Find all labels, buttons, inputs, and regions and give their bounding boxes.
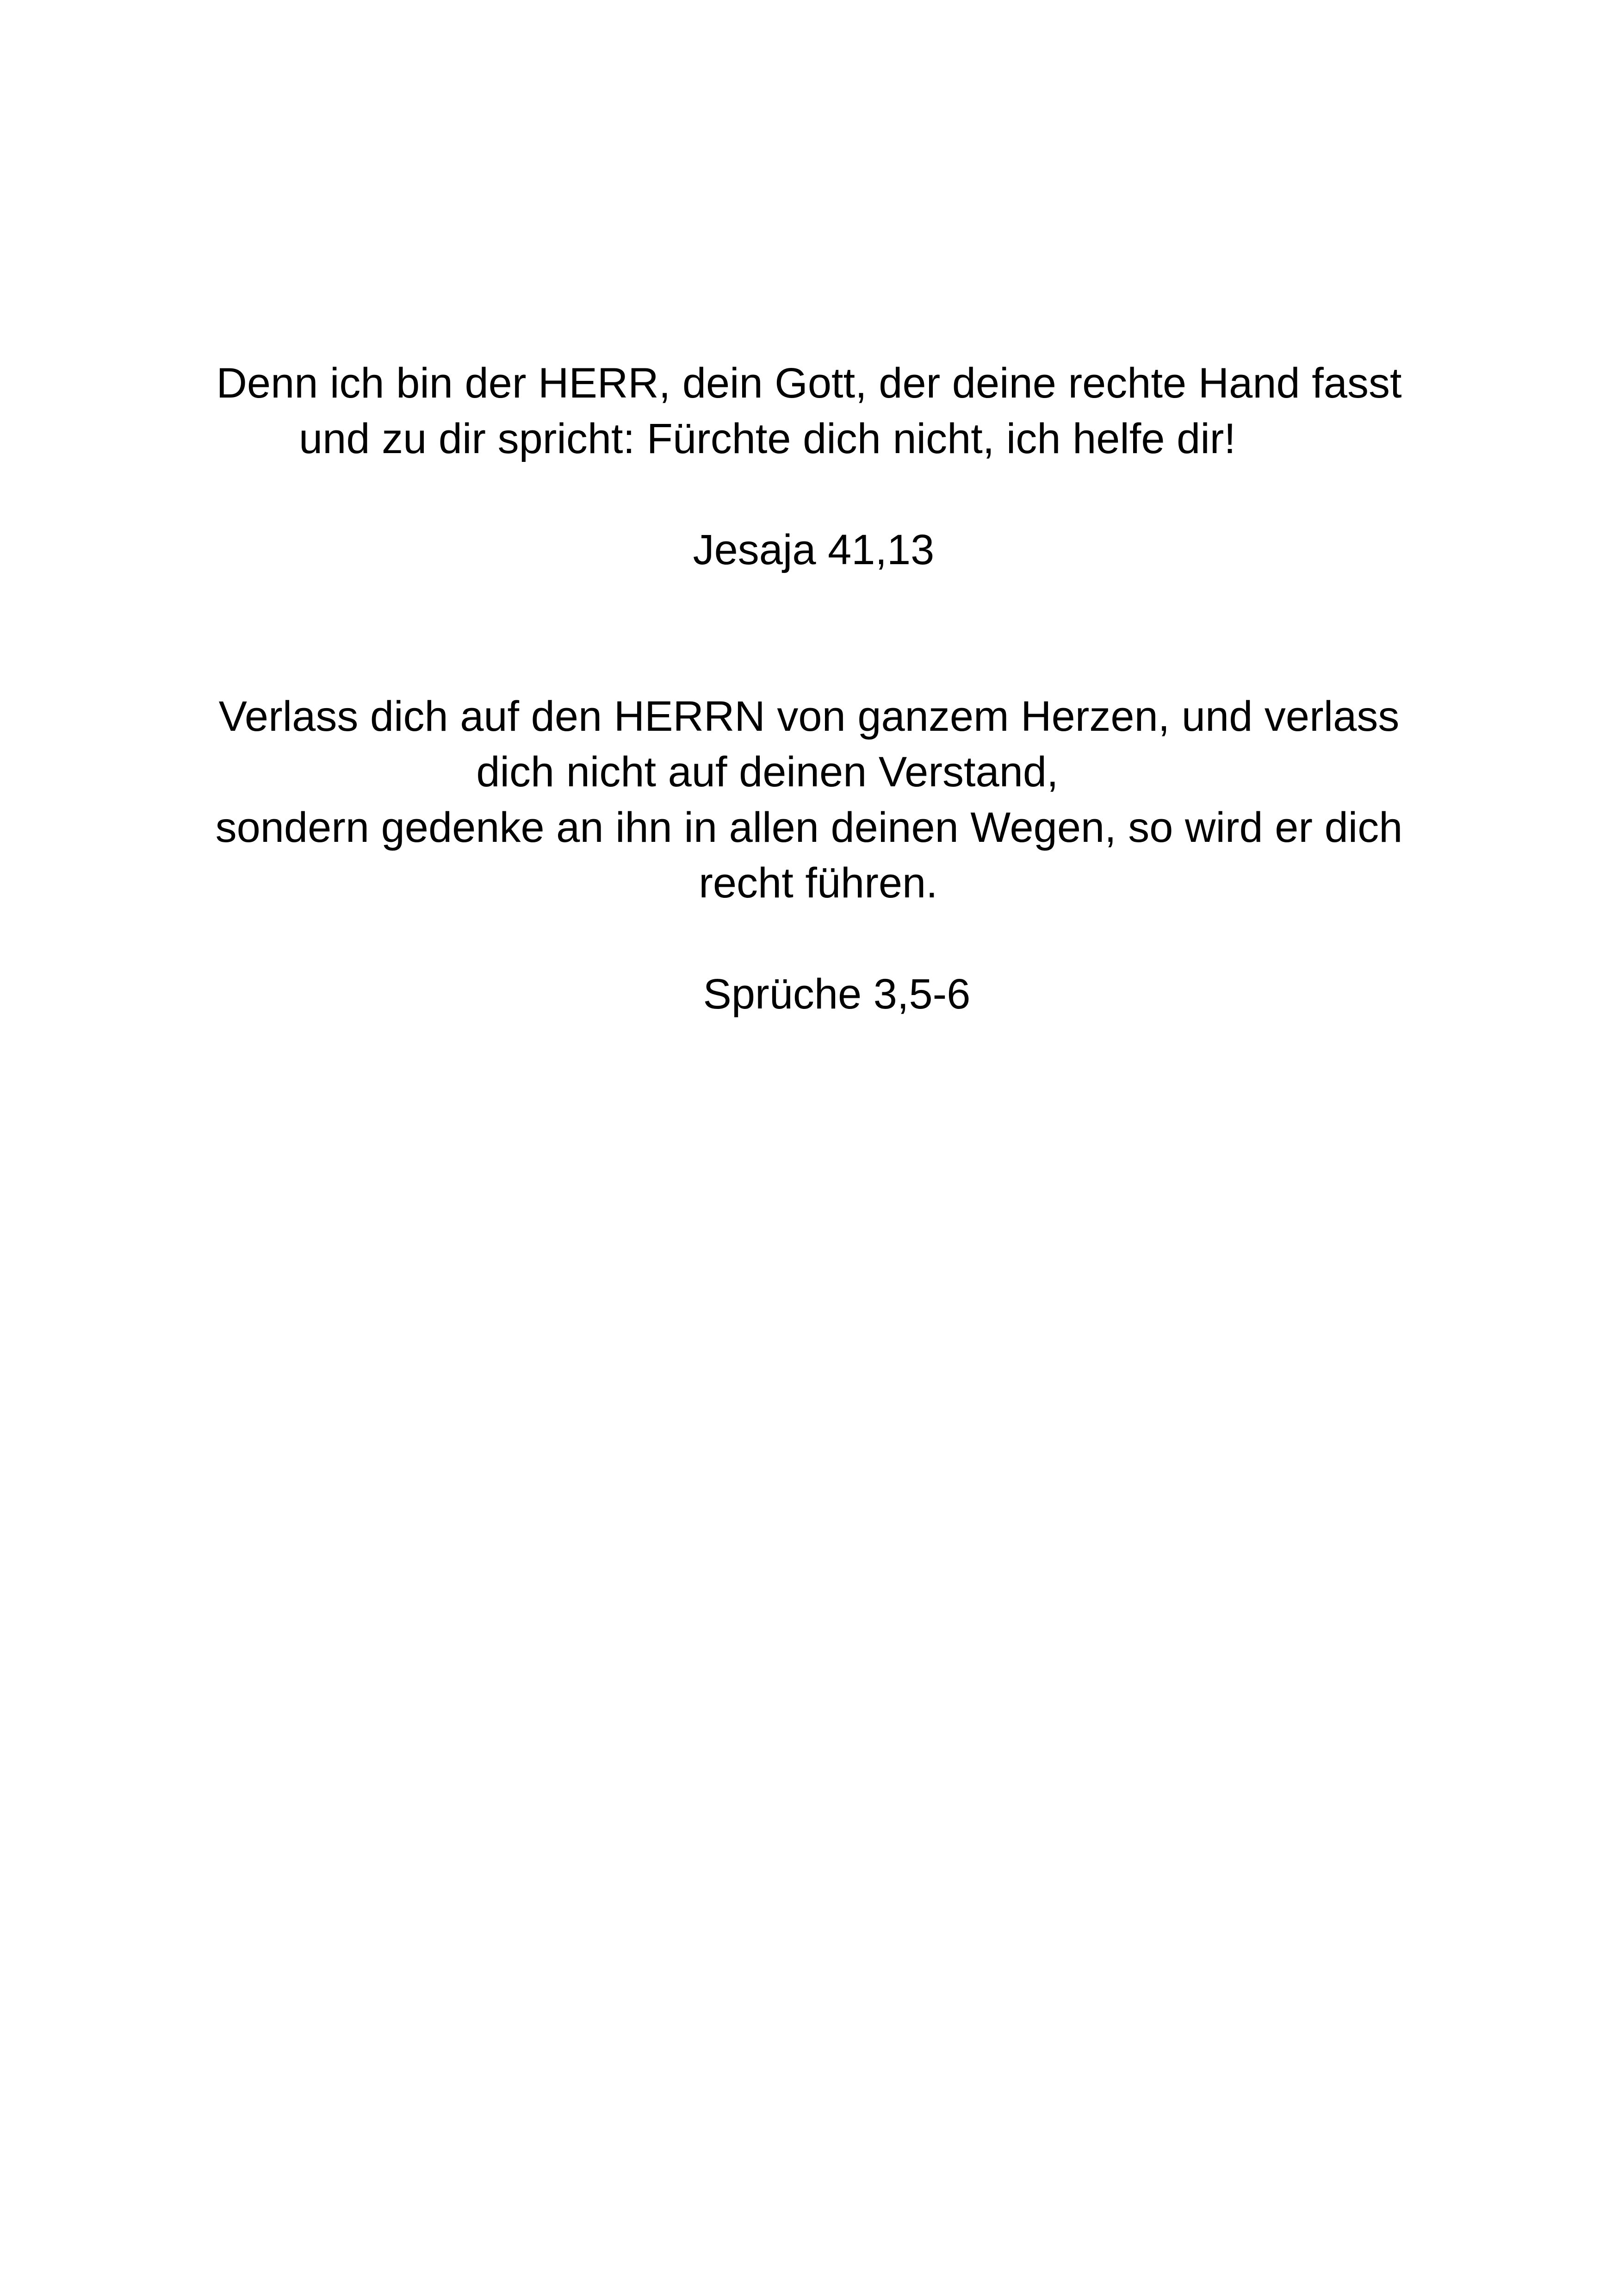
verse-reference: Sprüche 3,5-6 (703, 971, 971, 1018)
verse-text-line: Verlass dich auf den HERRN von ganzem Herzen, und verlass (218, 693, 1400, 740)
verse-text-line: recht führen. (699, 859, 938, 907)
verse-text-line: Denn ich bin der HERR, dein Gott, der deine rechte Hand fasst (216, 360, 1402, 407)
verse-text-line: dich nicht auf deinen Verstand, (476, 748, 1059, 796)
verse-text-line: und zu dir spricht: Fürchte dich nicht, ich helfe dir! (299, 415, 1236, 462)
verse-text-line: sondern gedenke an ihn in allen deinen Wegen, so wird er dich (215, 804, 1403, 851)
verse-reference: Jesaja 41,13 (693, 526, 935, 573)
